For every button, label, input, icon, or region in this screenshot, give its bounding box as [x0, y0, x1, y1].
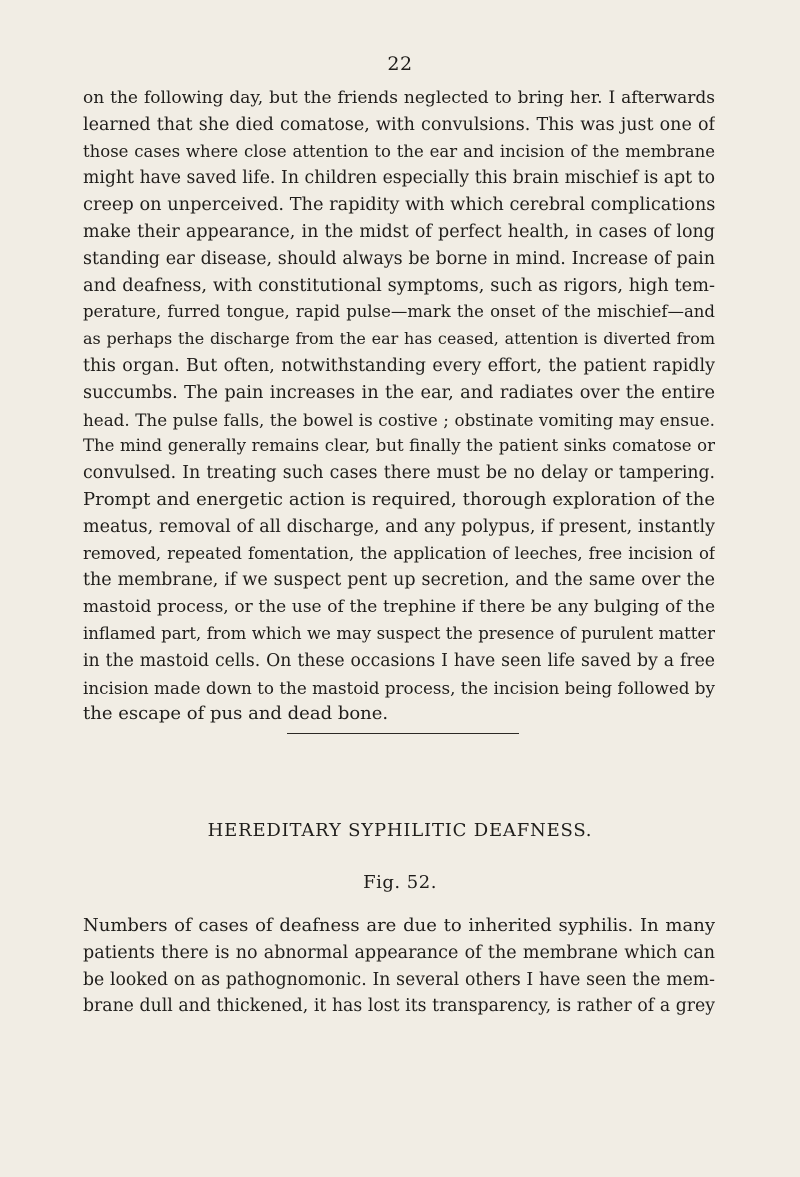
- text-line: The mind generally remains clear, but finally the patient sinks comatose or: [83, 436, 715, 456]
- paragraph-section: [83, 913, 715, 1020]
- text-line: brane dull and thickened, it has lost its transparency, is rather of a grey: [83, 996, 715, 1017]
- text-line: perature, furred tongue, rapid pulse—mark the onset of the mischief—and: [83, 302, 715, 322]
- text-line: Numbers of cases of deafness are due to inherited syphilis. In many: [83, 915, 715, 936]
- text-line: this organ. But often, notwithstanding every effort, the patient rapidly: [83, 355, 715, 376]
- text-line: be looked on as pathognomonic. In several others I have seen the mem-: [83, 969, 715, 990]
- text-line: patients there is no abnormal appearance of the membrane which can: [83, 942, 715, 963]
- figure-label: Fig. 52.: [363, 872, 437, 893]
- text-line: as perhaps the discharge from the ear has ceased, attention is diverted from: [83, 329, 715, 349]
- text-line: incision made down to the mastoid process, the incision being followed by: [83, 677, 715, 698]
- text-line: meatus, removal of all discharge, and any polypus, if present, instantly: [83, 516, 715, 537]
- text-line: learned that she died comatose, with convulsions. This was just one of: [83, 114, 715, 135]
- text-line: the escape of pus and dead bone.: [83, 703, 389, 725]
- text-line: the membrane, if we suspect pent up secretion, and the same over the: [83, 570, 715, 591]
- text-line: make their appearance, in the midst of perfect health, in cases of long: [83, 221, 715, 242]
- text-line: on the following day, but the friends neglected to bring her. I afterwards: [83, 88, 715, 108]
- paragraph-continued: [83, 85, 715, 728]
- text-line: convulsed. In treating such cases there must be no delay or tampering.: [83, 463, 715, 484]
- text-line: creep on unperceived. The rapidity with which cerebral complications: [83, 195, 715, 216]
- text-line: removed, repeated fomentation, the application of leeches, free incision of: [83, 543, 715, 563]
- text-line: and deafness, with constitutional symptoms, such as rigors, high tem-: [83, 275, 715, 296]
- page-number: 22: [387, 53, 413, 75]
- text-line: Prompt and energetic action is required, thorough exploration of the: [83, 488, 715, 510]
- section-divider: [287, 733, 519, 734]
- text-line: those cases where close attention to the ear and incision of the membrane: [83, 141, 715, 161]
- text-line: mastoid process, or the use of the trephine if there be any bulging of the: [83, 597, 715, 618]
- text-line: succumbs. The pain increases in the ear, and radiates over the entire: [83, 382, 715, 403]
- text-line: inflamed part, from which we may suspect the presence of purulent matter: [83, 623, 715, 643]
- section-heading: HEREDITARY SYPHILITIC DEAFNESS.: [207, 820, 593, 841]
- text-line: head. The pulse falls, the bowel is costive ; obstinate vomiting may ensue.: [83, 409, 715, 430]
- text-line: in the mastoid cells. On these occasions I have seen life saved by a free: [83, 650, 715, 671]
- text-line: might have saved life. In children especially this brain mischief is apt to: [83, 168, 715, 189]
- text-line: standing ear disease, should always be borne in mind. Increase of pain: [83, 248, 715, 269]
